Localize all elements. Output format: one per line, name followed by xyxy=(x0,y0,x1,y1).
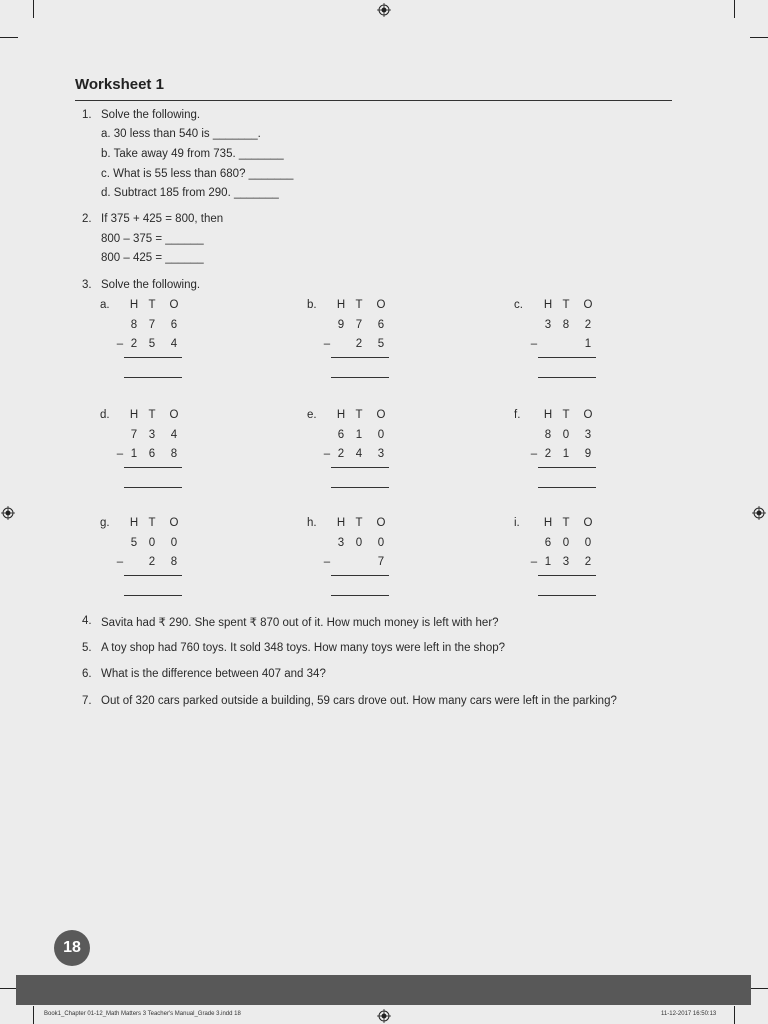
minus-sign: – xyxy=(323,556,331,568)
subtrahend-digit: 6 xyxy=(148,448,156,460)
subtrahend-digit: 2 xyxy=(544,448,552,460)
minuend-digit: 6 xyxy=(544,537,552,549)
place-value-header: T xyxy=(148,409,156,421)
minuend-digit: 0 xyxy=(170,537,178,549)
question-number: 7. xyxy=(82,695,92,707)
subtrahend-digit: 9 xyxy=(584,448,592,460)
registration-mark-icon xyxy=(377,1009,391,1023)
minus-sign: – xyxy=(323,338,331,350)
subtrahend-digit: 2 xyxy=(148,556,156,568)
subtrahend-digit: 2 xyxy=(584,556,592,568)
answer-line xyxy=(124,595,182,596)
minus-sign: – xyxy=(323,448,331,460)
question-number: 5. xyxy=(82,642,92,654)
place-value-header: T xyxy=(562,517,570,529)
place-value-header: O xyxy=(583,299,593,311)
subtrahend-digit: 2 xyxy=(337,448,345,460)
problem-label: c. xyxy=(514,299,523,311)
minuend-digit: 6 xyxy=(377,319,385,331)
registration-mark-icon xyxy=(377,3,391,17)
question-text: If 375 + 425 = 800, then xyxy=(101,213,224,225)
question-number: 4. xyxy=(82,615,92,627)
place-value-header: T xyxy=(355,517,363,529)
minuend-digit: 6 xyxy=(170,319,178,331)
answer-line xyxy=(124,357,182,358)
subtrahend-digit: 2 xyxy=(355,338,363,350)
crop-mark xyxy=(0,37,18,38)
problem-label: i. xyxy=(514,517,520,529)
minuend-digit: 0 xyxy=(355,537,363,549)
minus-sign: – xyxy=(116,556,124,568)
sub-question: d. Subtract 185 from 290. _______ xyxy=(101,187,279,199)
crop-mark xyxy=(33,0,34,18)
minuend-digit: 0 xyxy=(148,537,156,549)
place-value-header: O xyxy=(583,517,593,529)
place-value-header: H xyxy=(543,299,553,311)
question-number: 6. xyxy=(82,668,92,680)
answer-line xyxy=(331,377,389,378)
minus-sign: – xyxy=(116,448,124,460)
answer-line xyxy=(538,575,596,576)
question-text: Solve the following. xyxy=(101,109,201,121)
answer-line xyxy=(331,467,389,468)
place-value-header: H xyxy=(543,517,553,529)
question-line: 800 – 375 = ______ xyxy=(101,233,204,245)
worksheet-title: Worksheet 1 xyxy=(75,76,164,93)
question-text: What is the difference between 407 and 34? xyxy=(101,668,326,680)
minuend-digit: 9 xyxy=(337,319,345,331)
slug-file-info: Book1_Chapter 01-12_Math Matters 3 Teacher's Manual_Grade 3.indd 18 xyxy=(44,1011,241,1017)
answer-line xyxy=(124,487,182,488)
answer-line xyxy=(124,377,182,378)
answer-line xyxy=(538,357,596,358)
minus-sign: – xyxy=(530,448,538,460)
sub-question: a. 30 less than 540 is _______. xyxy=(101,128,261,140)
place-value-header: H xyxy=(129,517,139,529)
subtrahend-digit: 3 xyxy=(562,556,570,568)
place-value-header: T xyxy=(148,299,156,311)
crop-mark xyxy=(750,37,768,38)
subtrahend-digit: 1 xyxy=(130,448,138,460)
subtrahend-digit: 3 xyxy=(377,448,385,460)
answer-line xyxy=(538,595,596,596)
problem-label: e. xyxy=(307,409,317,421)
subtrahend-digit: 5 xyxy=(148,338,156,350)
problem-label: a. xyxy=(100,299,110,311)
question-text: Solve the following. xyxy=(101,279,201,291)
problem-label: g. xyxy=(100,517,110,529)
place-value-header: O xyxy=(583,409,593,421)
minuend-digit: 6 xyxy=(337,429,345,441)
problem-label: f. xyxy=(514,409,521,421)
minuend-digit: 3 xyxy=(337,537,345,549)
question-text: A toy shop had 760 toys. It sold 348 toys. How many toys were left in the shop? xyxy=(101,642,506,654)
minuend-digit: 7 xyxy=(130,429,138,441)
answer-line xyxy=(331,487,389,488)
place-value-header: T xyxy=(562,409,570,421)
subtrahend-digit: 7 xyxy=(377,556,385,568)
subtrahend-digit: 8 xyxy=(170,448,178,460)
answer-line xyxy=(331,595,389,596)
minuend-digit: 7 xyxy=(148,319,156,331)
minuend-digit: 3 xyxy=(544,319,552,331)
minuend-digit: 8 xyxy=(130,319,138,331)
minus-sign: – xyxy=(530,556,538,568)
problem-label: h. xyxy=(307,517,317,529)
problem-label: d. xyxy=(100,409,110,421)
minuend-digit: 2 xyxy=(584,319,592,331)
place-value-header: O xyxy=(169,409,179,421)
question-number: 1. xyxy=(82,109,92,121)
minuend-digit: 0 xyxy=(562,537,570,549)
page-number: 18 xyxy=(54,930,90,966)
place-value-header: O xyxy=(169,299,179,311)
place-value-header: H xyxy=(543,409,553,421)
footer-bar xyxy=(16,975,751,1005)
registration-mark-icon xyxy=(752,506,766,520)
place-value-header: O xyxy=(376,299,386,311)
registration-mark-icon xyxy=(1,506,15,520)
minuend-digit: 8 xyxy=(562,319,570,331)
place-value-header: T xyxy=(355,409,363,421)
minuend-digit: 7 xyxy=(355,319,363,331)
title-rule xyxy=(75,100,672,101)
answer-line xyxy=(538,467,596,468)
place-value-header: O xyxy=(376,409,386,421)
answer-line xyxy=(124,575,182,576)
crop-mark xyxy=(734,0,735,18)
minuend-digit: 3 xyxy=(584,429,592,441)
place-value-header: T xyxy=(562,299,570,311)
place-value-header: O xyxy=(169,517,179,529)
subtrahend-digit: 8 xyxy=(170,556,178,568)
sub-question: c. What is 55 less than 680? _______ xyxy=(101,168,294,180)
crop-mark xyxy=(734,1006,735,1024)
minuend-digit: 5 xyxy=(130,537,138,549)
subtrahend-digit: 1 xyxy=(562,448,570,460)
place-value-header: H xyxy=(129,409,139,421)
minuend-digit: 0 xyxy=(584,537,592,549)
place-value-header: H xyxy=(336,409,346,421)
subtrahend-digit: 1 xyxy=(544,556,552,568)
subtrahend-digit: 4 xyxy=(170,338,178,350)
question-number: 3. xyxy=(82,279,92,291)
answer-line xyxy=(538,487,596,488)
question-text: Out of 320 cars parked outside a building, 59 cars drove out. How many cars were left in the parking? xyxy=(101,695,617,707)
subtrahend-digit: 4 xyxy=(355,448,363,460)
answer-line xyxy=(331,357,389,358)
minuend-digit: 0 xyxy=(377,537,385,549)
crop-mark xyxy=(33,1006,34,1024)
place-value-header: O xyxy=(376,517,386,529)
slug-timestamp: 11-12-2017 16:50:13 xyxy=(661,1011,717,1017)
place-value-header: H xyxy=(129,299,139,311)
minus-sign: – xyxy=(116,338,124,350)
minuend-digit: 8 xyxy=(544,429,552,441)
subtrahend-digit: 2 xyxy=(130,338,138,350)
crop-mark xyxy=(750,988,768,989)
problem-label: b. xyxy=(307,299,317,311)
sub-question: b. Take away 49 from 735. _______ xyxy=(101,148,284,160)
place-value-header: T xyxy=(355,299,363,311)
question-number: 2. xyxy=(82,213,92,225)
minuend-digit: 4 xyxy=(170,429,178,441)
minus-sign: – xyxy=(530,338,538,350)
minuend-digit: 3 xyxy=(148,429,156,441)
place-value-header: H xyxy=(336,517,346,529)
subtrahend-digit: 5 xyxy=(377,338,385,350)
question-line: 800 – 425 = ______ xyxy=(101,252,204,264)
minuend-digit: 1 xyxy=(355,429,363,441)
answer-line xyxy=(124,467,182,468)
question-text: Savita had ₹ 290. She spent ₹ 870 out of it. How much money is left with her? xyxy=(101,617,499,629)
minuend-digit: 0 xyxy=(377,429,385,441)
minuend-digit: 0 xyxy=(562,429,570,441)
place-value-header: H xyxy=(336,299,346,311)
subtrahend-digit: 1 xyxy=(584,338,592,350)
answer-line xyxy=(538,377,596,378)
place-value-header: T xyxy=(148,517,156,529)
answer-line xyxy=(331,575,389,576)
